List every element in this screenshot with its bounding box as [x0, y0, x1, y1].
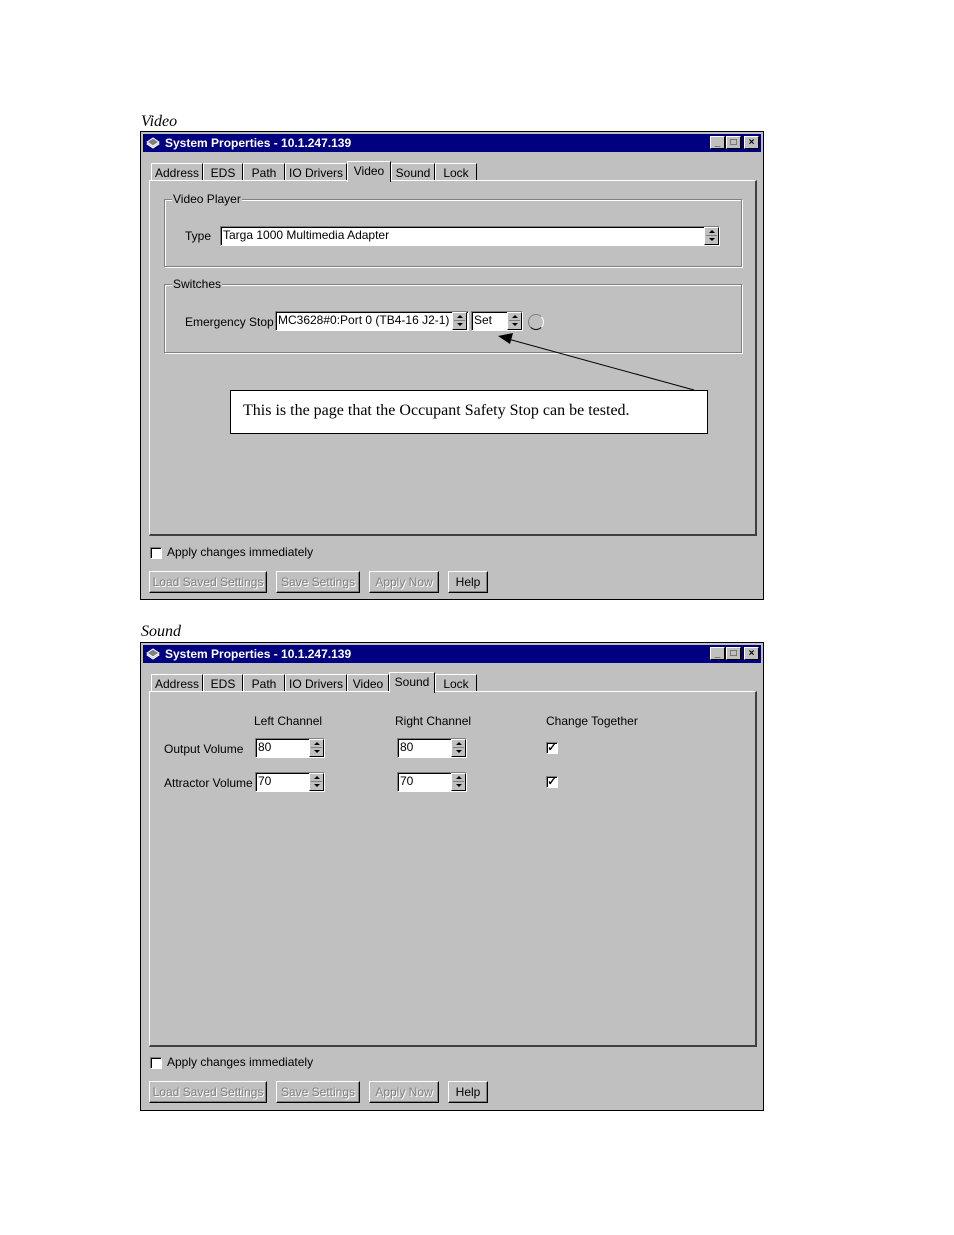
tab-io-drivers[interactable]: IO Drivers — [285, 163, 347, 181]
help-button[interactable]: Help — [448, 571, 488, 593]
minimize-icon: _ — [714, 137, 721, 148]
tab-video[interactable]: Video — [347, 161, 391, 182]
tab-panel-sound — [149, 691, 757, 1047]
maximize-button[interactable] — [726, 647, 741, 660]
apply-immediately-label: Apply changes immediately — [167, 1055, 314, 1069]
tab-lock[interactable]: Lock — [435, 163, 477, 181]
app-icon — [146, 648, 160, 660]
tab-path[interactable]: Path — [243, 674, 285, 692]
type-label: Type — [185, 229, 212, 243]
up-arrow-icon — [456, 742, 462, 745]
help-button[interactable]: Help — [448, 1081, 488, 1103]
output-volume-right-spinner[interactable] — [451, 739, 466, 757]
output-volume-label: Output Volume — [164, 742, 244, 756]
tab-address[interactable]: Address — [151, 163, 203, 181]
output-volume-right-field[interactable]: 80 — [397, 738, 467, 758]
save-settings-button[interactable]: Save Settings — [276, 571, 360, 593]
down-arrow-icon — [314, 784, 320, 787]
attractor-volume-left-field[interactable]: 70 — [255, 772, 325, 792]
attractor-volume-right-spinner[interactable] — [451, 773, 466, 791]
up-arrow-icon — [314, 742, 320, 745]
output-volume-left-field[interactable]: 80 — [255, 738, 325, 758]
maximize-icon: □ — [730, 648, 737, 659]
output-volume-left-spinner[interactable] — [309, 739, 324, 757]
attractor-volume-label: Attractor Volume — [164, 776, 253, 790]
emergency-stop-select[interactable]: MC3628#0:Port 0 (TB4-16 J2-1) — [275, 311, 469, 331]
emergency-stop-label: Emergency Stop — [185, 315, 274, 329]
change-together-header: Change Together — [546, 714, 638, 728]
tab-path[interactable]: Path — [243, 163, 285, 181]
title-bar[interactable] — [143, 645, 761, 663]
set-select[interactable]: Set — [471, 311, 523, 331]
apply-now-button[interactable]: Apply Now — [369, 571, 439, 593]
type-select[interactable]: Targa 1000 Multimedia Adapter — [220, 226, 720, 246]
maximize-icon: □ — [730, 137, 737, 148]
window-title: System Properties - 10.1.247.139 — [165, 647, 352, 661]
video-caption: Video — [141, 113, 178, 130]
close-icon: × — [748, 137, 755, 148]
tab-io-drivers[interactable]: IO Drivers — [285, 674, 347, 692]
output-volume-change-together-checkbox[interactable]: ✓ — [547, 742, 557, 754]
tab-address[interactable]: Address — [151, 674, 203, 692]
load-saved-settings-button[interactable]: Load Saved Settings — [149, 1081, 267, 1103]
minimize-button[interactable] — [710, 647, 725, 660]
save-settings-button[interactable]: Save Settings — [276, 1081, 360, 1103]
minimize-icon: _ — [714, 648, 721, 659]
tab-sound[interactable]: Sound — [391, 163, 435, 181]
apply-immediately-checkbox[interactable] — [150, 1057, 162, 1069]
tab-eds[interactable]: EDS — [203, 674, 243, 692]
system-properties-window-sound — [140, 642, 764, 1111]
tab-eds[interactable]: EDS — [203, 163, 243, 181]
apply-immediately-label: Apply changes immediately — [167, 545, 314, 559]
switches-group-label: Switches — [173, 277, 222, 291]
up-arrow-icon — [314, 776, 320, 779]
window-title: System Properties - 10.1.247.139 — [165, 136, 352, 150]
load-saved-settings-button[interactable]: Load Saved Settings — [149, 571, 267, 593]
apply-now-button[interactable]: Apply Now — [369, 1081, 439, 1103]
attractor-volume-left-spinner[interactable] — [309, 773, 324, 791]
tab-video[interactable]: Video — [347, 674, 389, 692]
tab-sound[interactable]: Sound — [389, 672, 435, 693]
sound-caption: Sound — [141, 623, 181, 640]
left-channel-header: Left Channel — [254, 714, 323, 728]
tab-lock[interactable]: Lock — [435, 674, 477, 692]
attractor-volume-right-field[interactable]: 70 — [397, 772, 467, 792]
attractor-volume-change-together-checkbox[interactable]: ✓ — [547, 776, 557, 788]
up-arrow-icon — [456, 776, 462, 779]
right-channel-header: Right Channel — [395, 714, 472, 728]
down-arrow-icon — [456, 784, 462, 787]
close-icon: × — [748, 648, 755, 659]
down-arrow-icon — [314, 750, 320, 753]
down-arrow-icon — [456, 750, 462, 753]
close-button[interactable] — [744, 647, 759, 660]
video-player-group-label: Video Player — [173, 192, 241, 206]
callout-note: This is the page that the Occupant Safety Stop can be tested. — [230, 390, 708, 434]
